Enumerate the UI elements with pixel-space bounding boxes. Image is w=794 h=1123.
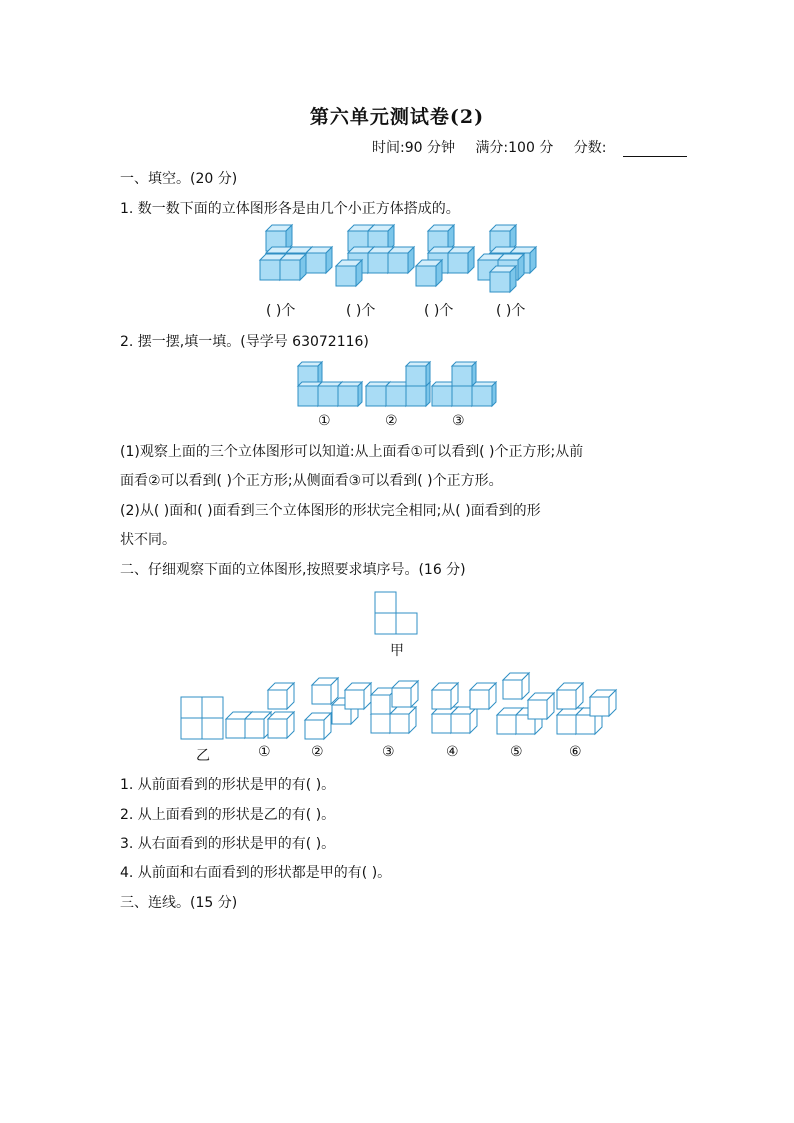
view-square [181, 697, 202, 718]
cube-front-face [345, 690, 364, 709]
cube-front-face [388, 253, 408, 273]
cube-front-face [432, 386, 452, 406]
cube-front-face [318, 386, 338, 406]
cube-front-face [226, 719, 245, 738]
section3-heading: 三、连线。(15 分) [120, 895, 238, 911]
cube-front-face [312, 685, 331, 704]
cube-front-face [280, 260, 300, 280]
yi-label: 乙 [196, 748, 210, 764]
jia-label: 甲 [390, 643, 404, 659]
cube-front-face [451, 714, 470, 733]
q2-sub2-line2: 状不同。 [120, 532, 176, 548]
shape-label-6: ⑥ [569, 744, 582, 760]
score-label: 分数: [573, 140, 607, 156]
q1-blank-1[interactable]: ( )个 [266, 303, 296, 319]
section2-heading: 二、仔细观察下面的立体图形,按照要求填序号。(16 分) [120, 562, 466, 578]
cube-front-face [268, 719, 287, 738]
cube-front-face [268, 690, 287, 709]
cube-front-face [305, 720, 324, 739]
cube-front-face [432, 714, 451, 733]
cube-front-face [576, 715, 595, 734]
q2-sub1-line2: 面看②可以看到( )个正方形;从侧面看③可以看到( )个正方形。 [120, 473, 503, 489]
cube-side-face [472, 362, 476, 386]
exam-time: 时间:90 分钟 [372, 140, 455, 156]
cube-front-face [371, 695, 390, 714]
cube-front-face [557, 690, 576, 709]
view-square [181, 718, 202, 739]
shape-label-4: ④ [446, 744, 459, 760]
cube-front-face [557, 715, 576, 734]
cube-front-face [338, 386, 358, 406]
cube-front-face [386, 386, 406, 406]
q1-blank-3[interactable]: ( )个 [424, 303, 454, 319]
q2-sub2-line1: (2)从( )面和( )面看到三个立体图形的形状完全相同;从( )面看到的形 [120, 503, 541, 519]
cube-side-face [426, 362, 430, 386]
cube-front-face [260, 260, 280, 280]
q2-text: 2. 摆一摆,填一填。(导学号 63072116) [120, 334, 369, 350]
cube-front-face [448, 253, 468, 273]
cube-front-face [366, 386, 386, 406]
q2-sub1-line1: (1)观察上面的三个立体图形可以知道:从上面看①可以看到( )个正方形;从前 [120, 444, 584, 460]
cube-front-face [406, 366, 426, 386]
q1-text: 1. 数一数下面的立体图形各是由几个小正方体搭成的。 [120, 201, 460, 217]
cube-front-face [371, 714, 390, 733]
s2-question-4: 4. 从前面和右面看到的形状都是甲的有( )。 [120, 865, 392, 881]
cube-front-face [472, 386, 492, 406]
page-title: 第六单元测试卷(2) [309, 106, 485, 128]
s2-question-2: 2. 从上面看到的形状是乙的有( )。 [120, 807, 336, 823]
cube-front-face [392, 688, 411, 707]
cube-front-face [497, 715, 516, 734]
cube-front-face [452, 386, 472, 406]
shape-label-5: ⑤ [510, 744, 523, 760]
cube-front-face [406, 386, 426, 406]
shape-label-2: ② [311, 744, 324, 760]
view-square [202, 697, 223, 718]
cube-front-face [503, 680, 522, 699]
exam-full-score: 满分:100 分 [475, 140, 554, 156]
q1-blank-2[interactable]: ( )个 [346, 303, 376, 319]
q1-blank-4[interactable]: ( )个 [496, 303, 526, 319]
q2-label-3: ③ [452, 413, 465, 429]
cube-front-face [452, 366, 472, 386]
s2-question-1: 1. 从前面看到的形状是甲的有( )。 [120, 777, 336, 793]
cube-front-face [432, 690, 451, 709]
cube-front-face [470, 690, 489, 709]
cube-front-face [368, 253, 388, 273]
cube-front-face [490, 272, 510, 292]
cube-front-face [590, 697, 609, 716]
shape-label-1: ① [258, 744, 271, 760]
s2-question-3: 3. 从右面看到的形状是甲的有( )。 [120, 836, 336, 852]
cube-front-face [528, 700, 547, 719]
shape-label-3: ③ [382, 744, 395, 760]
cube-side-face [358, 382, 362, 406]
view-square [375, 613, 396, 634]
q2-label-2: ② [385, 413, 398, 429]
cube-front-face [390, 714, 409, 733]
view-square [396, 613, 417, 634]
cube-front-face [245, 719, 264, 738]
view-square [375, 592, 396, 613]
cube-front-face [416, 266, 436, 286]
section1-heading: 一、填空。(20 分) [120, 171, 238, 187]
q2-label-1: ① [318, 413, 331, 429]
cube-side-face [492, 382, 496, 406]
cube-front-face [298, 386, 318, 406]
cube-front-face [336, 266, 356, 286]
view-square [202, 718, 223, 739]
cube-front-face [306, 253, 326, 273]
